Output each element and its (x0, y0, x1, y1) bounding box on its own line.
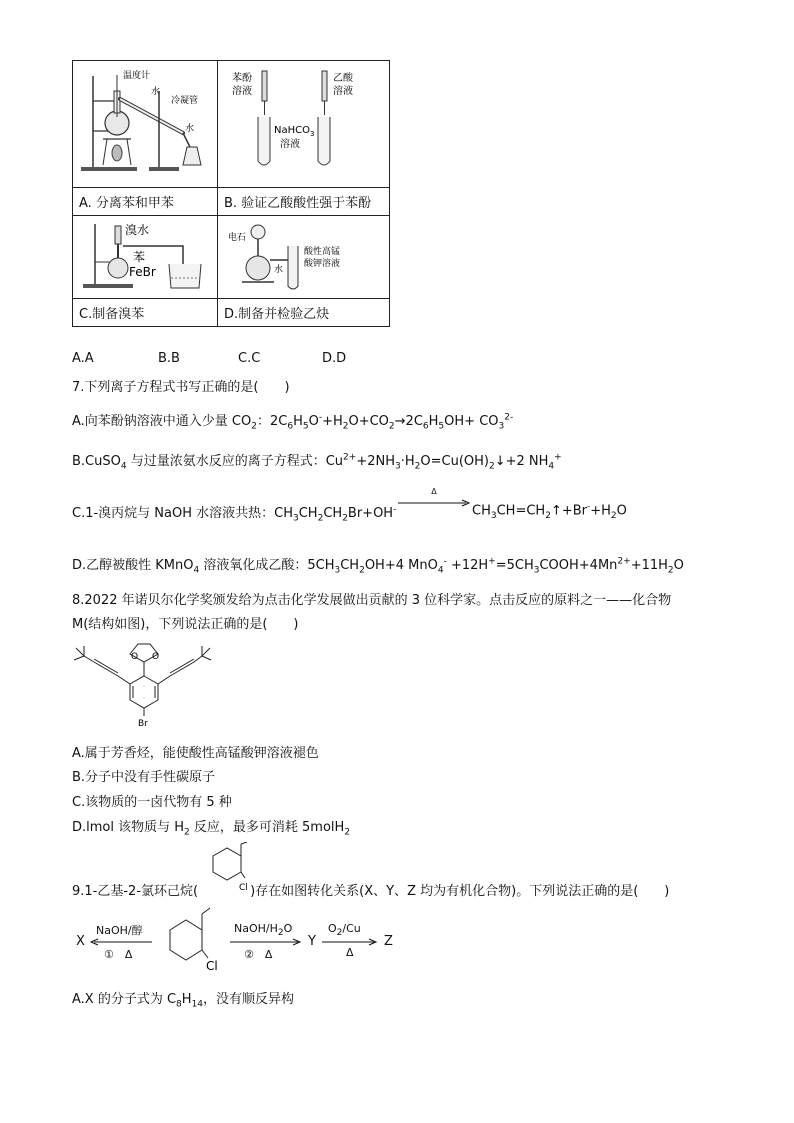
bromine-water-label: 溴水 (125, 223, 150, 237)
arrow-to-z (322, 938, 378, 946)
q9-stem: 9.1-乙基-2-氯环己烷( )存在如图转化关系(X、Y、Z 均为有机化合物)。下列说法正确的是( ) (72, 884, 670, 899)
acetylene-apparatus-figure (218, 216, 388, 294)
choice-d: D.D (322, 351, 347, 366)
q8-stem-line1: 8.2022 年诺贝尔化学奖颁发给为点击化学发展做出贡献的 3 位科学家。点击反应的原料之一——化合物 (72, 593, 672, 608)
q9-option-a: A.X 的分子式为 $C_8H_{14}$，没有顺反异构 (72, 992, 295, 1010)
kmno4-label-1: 酸性高锰 (304, 247, 341, 257)
q8-option-c: C.该物质的一卤代物有 5 种 (72, 795, 232, 810)
condition-1-top: NaOH/醇 (96, 924, 143, 937)
option-b-caption: B. 验证乙酸酸性强于苯酚 (218, 188, 390, 216)
bromobenzene-apparatus-figure (73, 216, 216, 294)
condition-2-top: NaOH/$H_2O$ (234, 922, 293, 939)
distillation-apparatus-figure (73, 61, 216, 183)
oxygen-label-1: O (131, 652, 139, 662)
phenol-label-1: 苯酚 (232, 73, 252, 84)
carbide-label: 电石 (228, 233, 247, 243)
q6-options-table (72, 60, 390, 327)
choice-a: A.A (72, 351, 94, 366)
acetic-label-1: 乙酸 (333, 73, 353, 84)
nahco3-label-2: 溶液 (280, 139, 300, 150)
condenser-label: 冷凝管 (171, 96, 199, 106)
bromine-atom-label: Br (138, 719, 148, 728)
condition-3-bottom: Δ (346, 946, 354, 959)
heat-condition: Δ (431, 487, 437, 496)
q7-option-b: B.CuSO$_4$ 与过量浓氨水反应的离子方程式：$Cu^{2+}+2NH_3\cdot H_2O=Cu(OH)_2↓+2$ $NH_4^+$ (72, 452, 562, 472)
condition-3-top: $O_2/Cu$ (328, 922, 361, 939)
q7-option-c-product: $CH_3CH=CH_2↑+Br^-+H_2O$ (472, 502, 627, 521)
option-d-caption: D.制备并检验乙炔 (218, 299, 390, 327)
chlorine-label: Cl (206, 959, 218, 973)
q8-option-b: B.分子中没有手性碳原子 (72, 770, 216, 785)
condition-1-bottom: ① Δ (104, 948, 133, 961)
arrow-to-x (90, 938, 154, 946)
q8-option-d: D.lmol 该物质与 $H_2$ 反应，最多可消耗 5molH$_2$ (72, 820, 351, 838)
inline-cyclohexane-structure (199, 842, 253, 894)
figure-d-cell (218, 216, 390, 299)
acidity-test-figure (218, 61, 388, 183)
oxygen-label-2: O (152, 652, 160, 662)
water-label: 水 (274, 265, 284, 275)
water-in-label: 水 (151, 87, 161, 97)
ethyl-chlorocyclohexane-structure (158, 906, 224, 974)
condition-2-bottom: ② Δ (244, 948, 273, 961)
q8-option-a: A.属于芳香烃，能使酸性高锰酸钾溶液褪色 (72, 746, 319, 761)
choice-c: C.C (238, 351, 261, 366)
q8-stem-line2: M(结构如图)，下列说法正确的是( ) (72, 617, 299, 632)
product-z: Z (384, 934, 393, 949)
febr-label: FeBr (129, 265, 156, 279)
q7-stem: 7.下列离子方程式书写正确的是( ) (72, 380, 290, 395)
q7-option-d: D.乙醇被酸性 KMnO$_4$ 溶液氧化成乙酸：$5CH_3CH_2OH+4$ $MnO_4^- +12H^+=5CH_3COOH+4Mn^{2+}+11H_2O$ (72, 556, 684, 576)
phenol-label-2: 溶液 (232, 86, 252, 97)
acetic-label-2: 溶液 (333, 86, 353, 97)
option-a-caption: A. 分离苯和甲苯 (73, 188, 218, 216)
arrow-to-y (230, 938, 302, 946)
water-out-label: 水 (185, 124, 195, 134)
q7-option-a: A.向苯酚钠溶液中通入少量 $CO_2$：$2C_6H_5O^-+H_2O+CO_2\to 2C_6H_5OH+ CO_3^{2-}$ (72, 412, 514, 432)
benzene-label: 苯 (133, 250, 146, 264)
kmno4-label-2: 酸钾溶液 (304, 259, 341, 269)
chlorine-label-inline: Cl (239, 883, 248, 893)
nahco3-label-1: NaHCO$_3$ (274, 125, 315, 138)
product-x: X (76, 934, 85, 949)
option-c-caption: C.制备溴苯 (73, 299, 218, 327)
figure-a-cell (73, 61, 218, 188)
q7-option-c: C.1-溴丙烷与 NaOH 水溶液共热：$CH_3CH_2CH_2Br+OH^-$ (72, 504, 397, 524)
figure-c-cell (73, 216, 218, 299)
q7-c-arrow (398, 488, 470, 511)
q9-reaction-scheme (76, 906, 406, 976)
compound-m-structure (72, 640, 212, 728)
figure-b-cell (218, 61, 390, 188)
thermometer-label: 温度计 (123, 71, 151, 81)
reaction-arrow (398, 499, 470, 507)
product-y: Y (308, 934, 316, 949)
choice-b: B.B (158, 351, 180, 366)
